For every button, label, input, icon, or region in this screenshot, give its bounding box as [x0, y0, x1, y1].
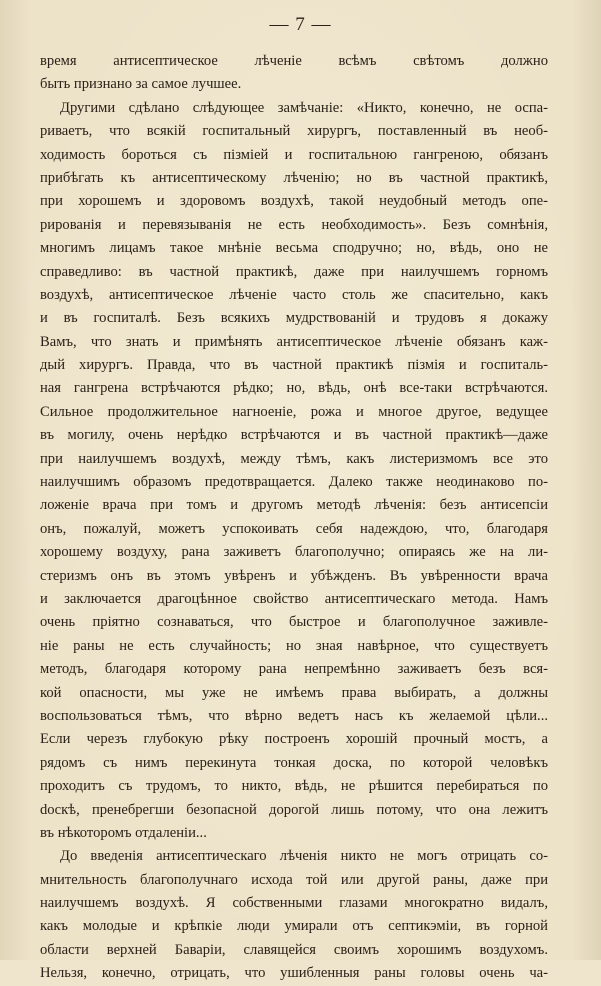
- text-line: въ нѣкоторомъ отдаленіи...: [40, 824, 207, 841]
- text-line: Вамъ, что знать и примѣнять антисептическое лѣченіе обязанъ каж-: [40, 333, 548, 350]
- text-line: наилучшимъ образомъ предотвращается. Далеко также неодинаково по-: [40, 474, 548, 491]
- text-line: Если черезъ глубокую рѣку построенъ хорошій прочный мостъ, а: [40, 731, 548, 748]
- text-line: ходимость бороться съ пізміей и госпитальною гангреною, обязанъ: [40, 146, 548, 163]
- text-line: онъ, пожалуй, можетъ успокоивать себя надеждою, что, благодаря: [40, 520, 548, 537]
- text-line: кой опасности, мы уже не имѣемъ права выбирать, а должны: [40, 684, 548, 701]
- text-line: въ могилу, очень нерѣдко встрѣчаются и въ частной практикѣ—даже: [40, 427, 548, 444]
- text-line: и заключается драгоцѣнное свойство антисептическаго метода. Намъ: [40, 590, 548, 607]
- text-line: проходитъ съ трудомъ, то никто, вѣдь, не рѣшится перебираться по: [40, 778, 548, 795]
- text-line: ложеніе врача при томъ и другомъ методѣ лѣченія: безъ антисепсіи: [40, 497, 548, 514]
- text-line: дый хирургъ. Правда, что въ частной практикѣ пізмія и госпиталь-: [40, 357, 548, 374]
- text-line: мнительность благополучнаго исхода той или другой раны, даже при: [40, 871, 548, 888]
- text-line: области верхней Баваріи, славящейся своимъ хорошимъ воздухомъ.: [40, 941, 548, 958]
- text-line: риваетъ, что всякій госпитальный хирургъ, поставленный въ необ-: [40, 123, 548, 140]
- text-line: при хорошемъ и здоровомъ воздухѣ, такой неудобный методъ опе-: [40, 193, 548, 210]
- text-line: ная гангрена встрѣчаются рѣдко; но, вѣдь, онѣ все-таки встрѣчаются.: [40, 380, 548, 397]
- text-line: рированія и перевязыванія не есть необходимость». Безъ сомнѣнія,: [40, 216, 548, 233]
- text-line: стеризмъ онъ въ этомъ увѣренъ и убѣжденъ. Въ увѣренности врача: [40, 567, 548, 584]
- page-number: — 7 —: [269, 14, 332, 35]
- text-line: наилучшемъ воздухѣ. Я собственными глазами многократно видалъ,: [40, 895, 548, 912]
- text-line: ніе раны не есть случайность; но зная навѣрное, что существуетъ: [40, 637, 548, 654]
- text-line: очень пріятно сознаваться, что быстрое и благополучное заживле-: [40, 614, 548, 631]
- text-line: быть признано за самое лучшее.: [40, 76, 242, 93]
- text-line: методъ, благодаря которому рана непремѣнно заживаетъ безъ вся-: [40, 661, 548, 678]
- text-line: и въ госпиталѣ. Безъ всякихъ мудрствованій и трудовъ я докажу: [40, 310, 548, 327]
- body-text: [40, 50, 548, 986]
- text-line: при наилучшемъ воздухѣ, между тѣмъ, какъ листеризмомъ все это: [40, 450, 548, 467]
- text-line: Сильное продолжительное нагноеніе, рожа и многое другое, ведущее: [40, 403, 548, 420]
- text-line: какъ молодые и крѣпкіе люди умирали отъ септикэміи, въ горной: [40, 918, 548, 935]
- text-line: Другими сдѣлано слѣдующее замѣчаніе: «Никто, конечно, не оспа-: [60, 99, 548, 116]
- text-line: время антисептическое лѣченіе всѣмъ свѣтомъ должно: [40, 53, 548, 69]
- text-line: прибѣгать къ антисептическому лѣченію; но въ частной практикѣ,: [40, 169, 548, 186]
- text-line: рядомъ съ нимъ перекинута тонкая доска, по которой человѣкъ: [40, 754, 548, 771]
- text-line: Нельзя, конечно, отрицать, что ушибленныя раны головы очень ча-: [40, 965, 548, 982]
- text-line: воспользоваться тѣмъ, что вѣрно ведетъ насъ къ желаемой цѣли...: [40, 707, 548, 724]
- text-line: doскѣ, пренебрегши безопасной дорогой лишь потому, что она лежитъ: [40, 801, 548, 818]
- text-line: справедливо: въ частной практикѣ, даже при наилучшемъ горномъ: [40, 263, 548, 280]
- text-line: хорошему воздуху, рана заживетъ благополучно; опираясь же на ли-: [40, 544, 548, 561]
- text-line: До введенія антисептическаго лѣченія никто не могъ отрицать со-: [60, 848, 548, 865]
- text-line: многимъ лицамъ такое мнѣніе весьма сподручно; но, вѣдь, оно не: [40, 240, 548, 257]
- text-line: воздухѣ, антисептическое лѣченіе часто столь же спасительно, какъ: [40, 286, 548, 303]
